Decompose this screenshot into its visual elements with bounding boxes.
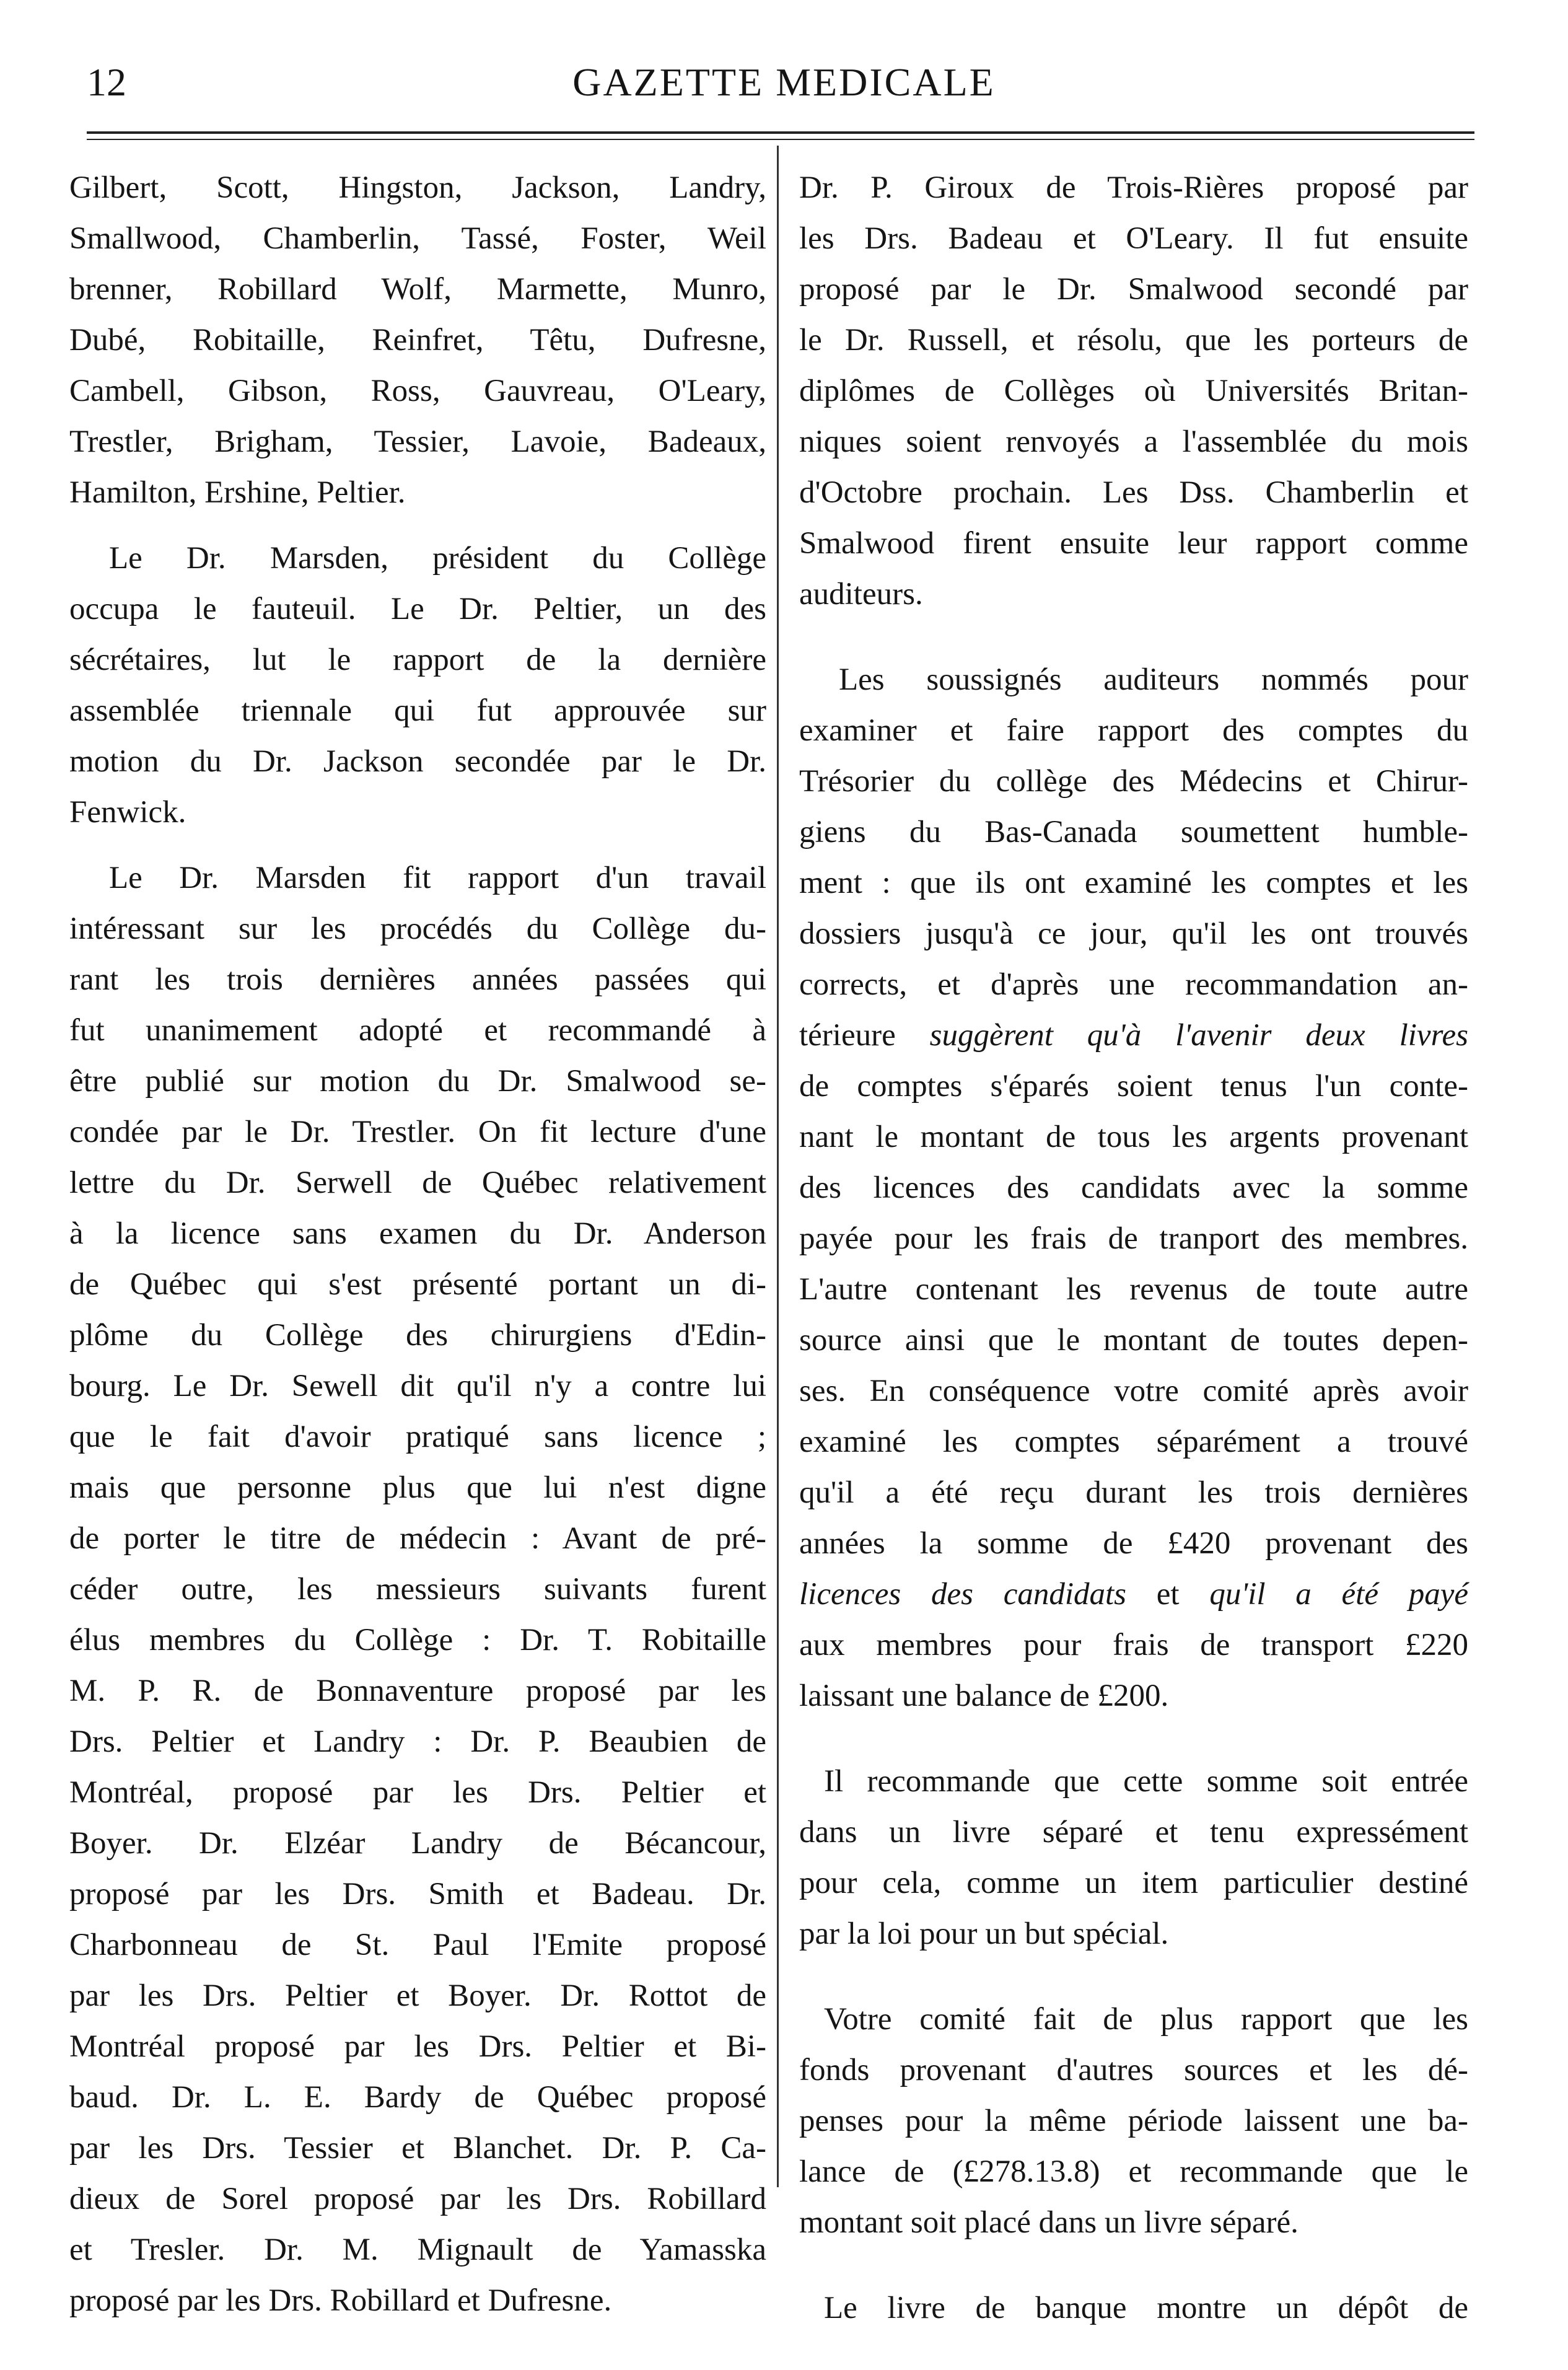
text-line: Gilbert, Scott, Hingston, Jackson, Landry, bbox=[69, 170, 766, 205]
text-line: baud. Dr. L. E. Bardy de Québec proposé bbox=[69, 2080, 766, 2115]
text-line: diplômes de Collèges où Universités Britan- bbox=[799, 374, 1468, 408]
text-line: nant le montant de tous les argents provenant bbox=[799, 1120, 1468, 1154]
text-line: penses pour la même période laissent une ba- bbox=[799, 2104, 1468, 2138]
text-line: des licences des candidats avec la somme bbox=[799, 1170, 1468, 1205]
text-line: Trésorier du collège des Médecins et Chirur- bbox=[799, 764, 1468, 799]
text-line: élus membres du Collège : Dr. T. Robitaille bbox=[69, 1623, 766, 1657]
text-line: Le Dr. Marsden, président du Collège bbox=[109, 541, 766, 576]
text-line: dossiers jusqu'à ce jour, qu'il les ont trouvés bbox=[799, 916, 1468, 951]
text-line: source ainsi que le montant de toutes depen- bbox=[799, 1323, 1468, 1358]
text-line: M. P. R. de Bonnaventure proposé par les bbox=[69, 1674, 766, 1708]
header-rule-thick bbox=[87, 131, 1474, 134]
text-line: sécrétaires, lut le rapport de la dernière bbox=[69, 643, 766, 677]
text-span: et bbox=[1126, 1577, 1210, 1612]
text-line: pour cela, comme un item particulier destiné bbox=[799, 1866, 1468, 1900]
text-line: que le fait d'avoir pratiqué sans licence ; bbox=[69, 1420, 766, 1454]
text-line: mais que personne plus que lui n'est digne bbox=[69, 1470, 766, 1505]
text-line: de comptes s'éparés soient tenus l'un conte- bbox=[799, 1069, 1468, 1104]
text-line: de Québec qui s'est présenté portant un di- bbox=[69, 1267, 766, 1302]
header-rule-thin bbox=[87, 139, 1474, 140]
text-line: occupa le fauteuil. Le Dr. Peltier, un des bbox=[69, 592, 766, 626]
text-line: années la somme de £420 provenant des bbox=[799, 1526, 1468, 1561]
text-line: Montréal proposé par les Drs. Peltier et Bi- bbox=[69, 2029, 766, 2064]
text-line: par la loi pour un but spécial. bbox=[799, 1916, 1169, 1951]
text-line: L'autre contenant les revenus de toute autre bbox=[799, 1272, 1468, 1307]
text-line: Il recommande que cette somme soit entrée bbox=[824, 1764, 1468, 1799]
text-line: le Dr. Russell, et résolu, que les porteurs de bbox=[799, 323, 1468, 358]
text-span: térieure bbox=[799, 1018, 930, 1053]
right-column bbox=[799, 162, 1468, 2333]
text-line: plôme du Collège des chirurgiens d'Edin- bbox=[69, 1318, 766, 1353]
text-line bbox=[799, 1569, 1468, 1620]
text-line: dans un livre séparé et tenu expressément bbox=[799, 1815, 1468, 1850]
text-line: proposé par le Dr. Smalwood secondé par bbox=[799, 272, 1468, 307]
text-line: Boyer. Dr. Elzéar Landry de Bécancour, bbox=[69, 1826, 766, 1861]
text-line: Smallwood, Chamberlin, Tassé, Foster, Weil bbox=[69, 221, 766, 256]
text-line: Charbonneau de St. Paul l'Emite proposé bbox=[69, 1928, 766, 1962]
text-line: et Tresler. Dr. M. Mignault de Yamasska bbox=[69, 2232, 766, 2267]
text-line: qu'il a été reçu durant les trois dernières bbox=[799, 1475, 1468, 1510]
text-line: par les Drs. Tessier et Blanchet. Dr. P. Ca- bbox=[69, 2131, 766, 2166]
text-line: rant les trois dernières années passées qui bbox=[69, 962, 766, 997]
text-line: aux membres pour frais de transport £220 bbox=[799, 1628, 1468, 1662]
text-line: motion du Dr. Jackson secondée par le Dr. bbox=[69, 744, 766, 779]
text-line: proposé par les Drs. Smith et Badeau. Dr. bbox=[69, 1877, 766, 1911]
italic-text: suggèrent qu'à l'avenir deux livres bbox=[929, 1018, 1469, 1053]
italic-text: licences des candidats bbox=[799, 1577, 1127, 1612]
text-line: proposé par les Drs. Robillard et Dufresne. bbox=[69, 2283, 612, 2318]
text-line: Trestler, Brigham, Tessier, Lavoie, Badeaux, bbox=[69, 424, 766, 459]
text-line: Cambell, Gibson, Ross, Gauvreau, O'Leary, bbox=[69, 374, 766, 408]
text-line: Le Dr. Marsden fit rapport d'un travail bbox=[109, 861, 766, 895]
text-line: Fenwick. bbox=[69, 795, 186, 830]
text-line: laissant une balance de £200. bbox=[799, 1679, 1169, 1713]
text-line: Le livre de banque montre un dépôt de bbox=[824, 2291, 1468, 2325]
text-line: Dubé, Robitaille, Reinfret, Têtu, Dufresne, bbox=[69, 323, 766, 358]
column-divider bbox=[777, 146, 779, 2187]
page-header bbox=[0, 55, 1568, 110]
text-line: payée pour les frais de tranport des membres. bbox=[799, 1221, 1468, 1256]
text-line: montant soit placé dans un livre séparé. bbox=[799, 2205, 1299, 2240]
text-line: examiner et faire rapport des comptes du bbox=[799, 713, 1468, 748]
text-line: ment : que ils ont examiné les comptes et les bbox=[799, 866, 1468, 900]
running-title: GAZETTE MEDICALE bbox=[572, 60, 996, 104]
text-line: corrects, et d'après une recommandation an- bbox=[799, 967, 1468, 1002]
text-line: Dr. P. Giroux de Trois-Rières proposé par bbox=[799, 170, 1468, 205]
text-line: auditeurs. bbox=[799, 577, 923, 612]
text-line: giens du Bas-Canada soumettent humble- bbox=[799, 815, 1468, 849]
page-number: 12 bbox=[87, 60, 126, 104]
text-line: à la licence sans examen du Dr. Anderson bbox=[69, 1216, 766, 1251]
text-line: examiné les comptes séparément a trouvé bbox=[799, 1424, 1468, 1459]
text-line: céder outre, les messieurs suivants furent bbox=[69, 1572, 766, 1607]
text-line: lettre du Dr. Serwell de Québec relativement bbox=[69, 1165, 766, 1200]
text-line: fut unanimement adopté et recommandé à bbox=[69, 1013, 766, 1048]
text-line: Les soussignés auditeurs nommés pour bbox=[839, 662, 1468, 697]
text-line: assemblée triennale qui fut approuvée sur bbox=[69, 693, 766, 728]
text-line: être publié sur motion du Dr. Smalwood se- bbox=[69, 1064, 766, 1099]
text-line: Drs. Peltier et Landry : Dr. P. Beaubien de bbox=[69, 1724, 766, 1759]
text-line: d'Octobre prochain. Les Dss. Chamberlin et bbox=[799, 475, 1468, 510]
text-line: niques soient renvoyés a l'assemblée du mois bbox=[799, 424, 1468, 459]
text-line: les Drs. Badeau et O'Leary. Il fut ensuite bbox=[799, 221, 1468, 256]
text-line: Smalwood firent ensuite leur rapport comme bbox=[799, 526, 1468, 561]
text-line: par les Drs. Peltier et Boyer. Dr. Rottot de bbox=[69, 1978, 766, 2013]
text-line bbox=[799, 1010, 1468, 1061]
text-line: dieux de Sorel proposé par les Drs. Robillard bbox=[69, 2182, 766, 2216]
italic-text: qu'il a été payé bbox=[1209, 1577, 1468, 1612]
left-column bbox=[69, 162, 766, 2326]
text-line: bourg. Le Dr. Sewell dit qu'il n'y a contre lui bbox=[69, 1369, 766, 1403]
text-line: de porter le titre de médecin : Avant de pré- bbox=[69, 1521, 766, 1556]
text-line: lance de (£278.13.8) et recommande que le bbox=[799, 2154, 1468, 2189]
text-line: intéressant sur les procédés du Collège du- bbox=[69, 911, 766, 946]
text-line: condée par le Dr. Trestler. On fit lecture d'une bbox=[69, 1115, 766, 1149]
text-line: brenner, Robillard Wolf, Marmette, Munro, bbox=[69, 272, 766, 307]
text-line: ses. En conséquence votre comité après avoir bbox=[799, 1374, 1468, 1408]
text-line: Montréal, proposé par les Drs. Peltier et bbox=[69, 1775, 766, 1810]
text-line: Votre comité fait de plus rapport que les bbox=[824, 2002, 1468, 2037]
text-line: Hamilton, Ershine, Peltier. bbox=[69, 475, 406, 510]
text-line: fonds provenant d'autres sources et les dé- bbox=[799, 2053, 1468, 2087]
